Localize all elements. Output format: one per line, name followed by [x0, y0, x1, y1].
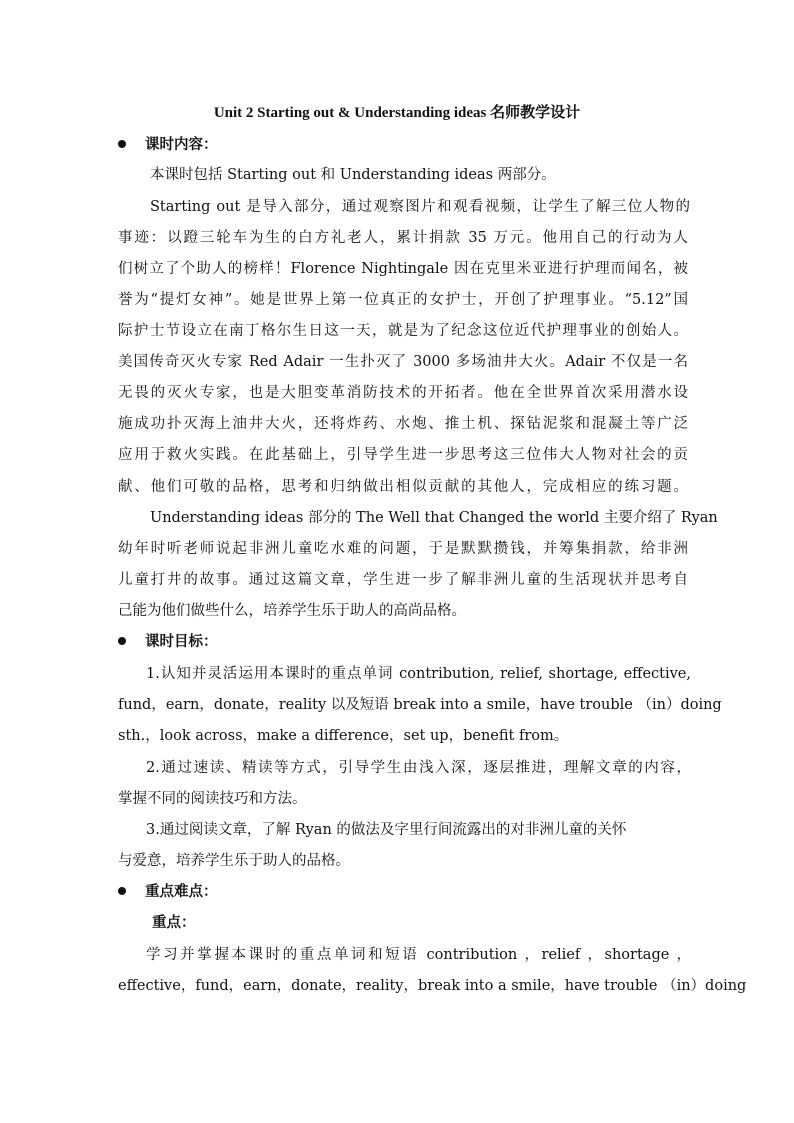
section-heading-content [118, 135, 218, 155]
paragraph-line: 儿童打井的故事。通过这篇文章，学生进一步了解非洲儿童的生活现状并思考自 [118, 572, 688, 588]
paragraph-line: effective，fund，earn，donate，reality，break into a smile，have trouble （in）doing [118, 978, 747, 994]
paragraph-line: 应用于救火实践。在此基础上，引导学生进一步思考这三位伟大人物对社会的贡 [118, 447, 688, 463]
bullet-icon [118, 637, 126, 645]
paragraph-line: 施成功扑灭海上油井大火，还将炸药、水炮、推土机、探钻泥浆和混凝土等广泛 [118, 416, 688, 432]
paragraph-line: 3.通过阅读文章，了解 Ryan 的做法及字里行间流露出的对非洲儿童的关怀 [146, 822, 627, 838]
paragraph-line: 2.通过速读、精读等方式，引导学生由浅入深，逐层推进，理解文章的内容， [146, 760, 691, 776]
section-heading-text: 课时内容： [145, 136, 218, 153]
paragraph-line: 幼年时听老师说起非洲儿童吃水难的问题，于是默默攒钱，并筹集捐款，给非洲 [118, 541, 688, 557]
paragraph-line: 献、他们可敬的品格，思考和归纳做出相似贡献的其他人，完成相应的练习题。 [118, 479, 688, 495]
paragraph-line: 己能为他们做些什么，培养学生乐于助人的高尚品格。 [118, 603, 466, 619]
paragraph-line: 们树立了个助人的榜样！Florence Nightingale 因在克里米亚进行护理而闻名，被 [118, 261, 688, 277]
paragraph-line: 际护士节设立在南丁格尔生日这一天，就是为了纪念这位近代护理事业的创始人。 [118, 323, 688, 339]
paragraph-line: Starting out 是导入部分，通过观察图片和观看视频，让学生了解三位人物的 [150, 199, 690, 215]
paragraph-line: 1.认知并灵活运用本课时的重点单词 contribution, relief, shortage, effective, [146, 666, 691, 682]
paragraph-line: 与爱意，培养学生乐于助人的品格。 [118, 853, 350, 869]
paragraph-line: 美国传奇灭火专家 Red Adair 一生扑灭了 3000 多场油井大火。Adair 不仅是一名 [118, 354, 688, 370]
paragraph-line: 事迹：以蹬三轮车为生的白方礼老人，累计捐款 35 万元。他用自己的行动为人 [118, 230, 688, 246]
subheading-key-points: 重点： [152, 914, 196, 931]
bullet-icon [118, 140, 126, 148]
section-heading-text: 重点难点： [145, 883, 218, 900]
paragraph-line: 本课时包括 Starting out 和 Understanding ideas 两部分。 [150, 167, 556, 183]
paragraph-line: fund，earn，donate，reality 以及短语 break into a smile，have trouble （in）doing [118, 697, 722, 713]
section-heading-text: 课时目标： [145, 633, 218, 650]
bullet-icon [118, 887, 126, 895]
paragraph-line: 学习并掌握本课时的重点单词和短语 contribution ，relief ，shortage ， [146, 947, 691, 963]
paragraph-line: 誉为“提灯女神”。她是世界上第一位真正的女护士，开创了护理事业。“5.12”国 [118, 292, 688, 308]
paragraph-line: 掌握不同的阅读技巧和方法。 [118, 791, 307, 807]
section-heading-objectives [118, 632, 218, 652]
document-title: Unit 2 Starting out & Understanding ideas 名师教学设计 [213, 105, 581, 121]
paragraph-line: sth.，look across，make a difference，set up，benefit from。 [118, 728, 569, 744]
paragraph-line: 无畏的灭火专家，也是大胆变革消防技术的开拓者。他在全世界首次采用潜水设 [118, 385, 688, 401]
section-heading-key-points [118, 882, 218, 902]
paragraph-line: Understanding ideas 部分的 The Well that Changed the world 主要介绍了 Ryan [150, 510, 718, 526]
